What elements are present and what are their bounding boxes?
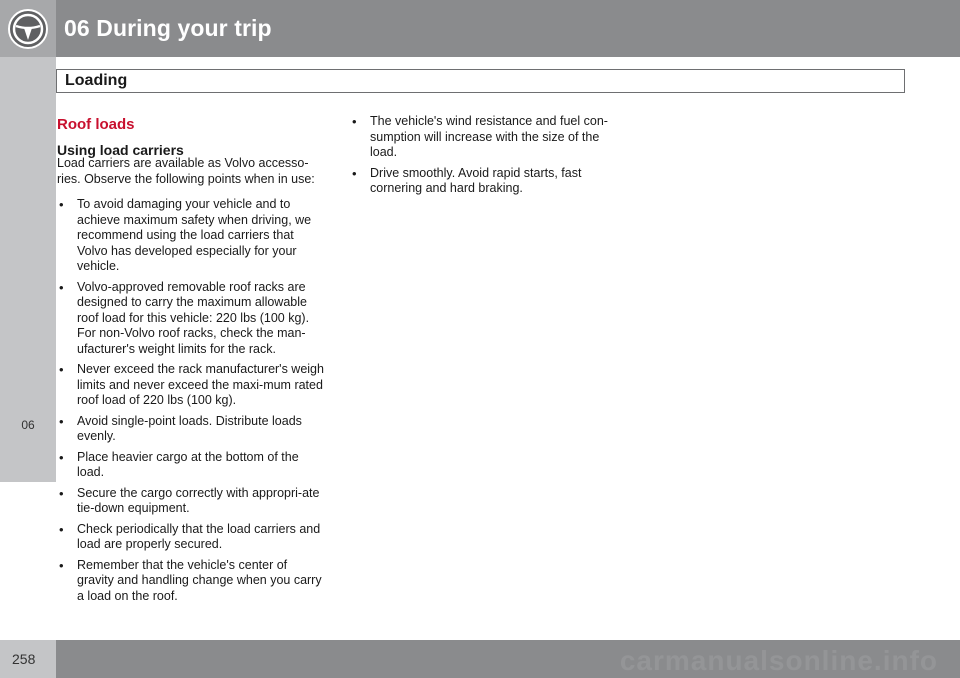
list-item: • Avoid single-point loads. Distribute loads evenly.	[57, 414, 327, 445]
section-title: Loading	[65, 72, 128, 89]
bullet-list-right	[350, 114, 622, 202]
list-item: • Volvo-approved removable roof racks are designed to carry the maximum allowable roof load for this vehicle: 220 lbs (100 kg). For non-Volvo roof racks, check the man-ufacturer's weight limits for the rack.	[57, 280, 327, 358]
list-item: • Drive smoothly. Avoid rapid starts, fast cornering and hard braking.	[350, 166, 622, 197]
list-item: • Never exceed the rack manufacturer's weigh limits and never exceed the maxi-mum rated roof load of 220 lbs (100 kg).	[57, 362, 327, 409]
list-item: • Remember that the vehicle's center of gravity and handling change when you carry a load on the roof.	[57, 558, 327, 605]
list-item: • The vehicle's wind resistance and fuel con-sumption will increase with the size of the load.	[350, 114, 622, 161]
list-item: • Check periodically that the load carriers and load are properly secured.	[57, 522, 327, 553]
list-item: • Secure the cargo correctly with appropri-ate tie-down equipment.	[57, 486, 327, 517]
page-number: 258	[12, 651, 36, 667]
logo-box	[0, 0, 56, 57]
bullet-list-left	[57, 197, 327, 609]
steering-wheel-icon	[7, 8, 49, 50]
section-title-bar	[56, 69, 905, 93]
subheading-load-carriers: Using load carriers	[57, 142, 184, 158]
list-item: • To avoid damaging your vehicle and to achieve maximum safety when driving, we recommend using the load carriers that Volvo has developed especially for your vehicle.	[57, 197, 327, 275]
list-item: • Place heavier cargo at the bottom of the load.	[57, 450, 327, 481]
watermark: carmanualsonline.info	[619, 645, 938, 676]
heading-roof-loads: Roof loads	[57, 116, 135, 133]
intro-paragraph: Load carriers are available as Volvo accesso-ries. Observe the following points when in use:	[57, 156, 315, 186]
chapter-side-tab-label: 06	[21, 418, 35, 432]
chapter-title: 06 During your trip	[64, 15, 272, 41]
